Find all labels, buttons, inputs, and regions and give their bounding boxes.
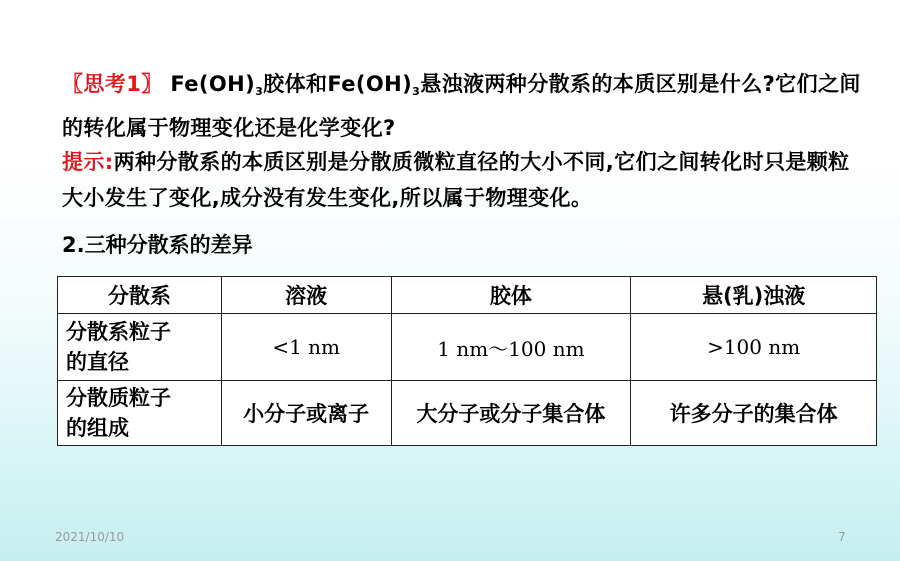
- footer-date: 2021/10/10: [55, 530, 125, 544]
- page-number: 7: [838, 530, 846, 544]
- header-dispersion-system: 分散系: [58, 277, 222, 314]
- question-paragraph: [62, 66, 862, 146]
- hint-text: 两种分散系的本质区别是分散质微粒直径的大小不同,它们之间转化时只是颗粒大小发生了变化,成分没有发生变化,所以属于物理变化。: [62, 150, 850, 210]
- question-subscript-a: 3: [255, 85, 264, 98]
- table-cell: <1 nm: [221, 314, 391, 381]
- row-label-line: 分散质粒子: [66, 386, 171, 410]
- hint-tag: 提示:: [62, 150, 114, 174]
- question-text-b: 胶体和Fe(OH): [263, 72, 413, 96]
- table-cell: 1 nm～100 nm: [391, 314, 631, 381]
- question-text-a: Fe(OH): [170, 72, 256, 96]
- question-text-c: 悬浊液两种分散系的本质区别是什么?它们之间的转化属于物理变化还是化学变化?: [62, 72, 861, 140]
- row-label-composition: [58, 381, 222, 446]
- row-label-line: 的组成: [66, 416, 129, 440]
- table-cell: 许多分子的集合体: [631, 381, 877, 446]
- row-label-diameter: [58, 314, 222, 381]
- header-colloid: 胶体: [391, 277, 631, 314]
- table-cell: 大分子或分子集合体: [391, 381, 631, 446]
- row-label-line: 的直径: [66, 350, 129, 374]
- section-title: 2.三种分散系的差异: [62, 233, 253, 257]
- comparison-table: [57, 276, 877, 446]
- question-subscript-b: 3: [412, 85, 421, 98]
- table-cell: 小分子或离子: [221, 381, 391, 446]
- table-row: [58, 381, 877, 446]
- question-tag: 〖思考1〗: [62, 72, 163, 96]
- header-solution: 溶液: [221, 277, 391, 314]
- table-row: [58, 314, 877, 381]
- table-cell: >100 nm: [631, 314, 877, 381]
- header-suspension: 悬(乳)浊液: [631, 277, 877, 314]
- row-label-line: 分散系粒子: [66, 320, 171, 344]
- table-header-row: [58, 277, 877, 314]
- hint-paragraph: [62, 144, 862, 216]
